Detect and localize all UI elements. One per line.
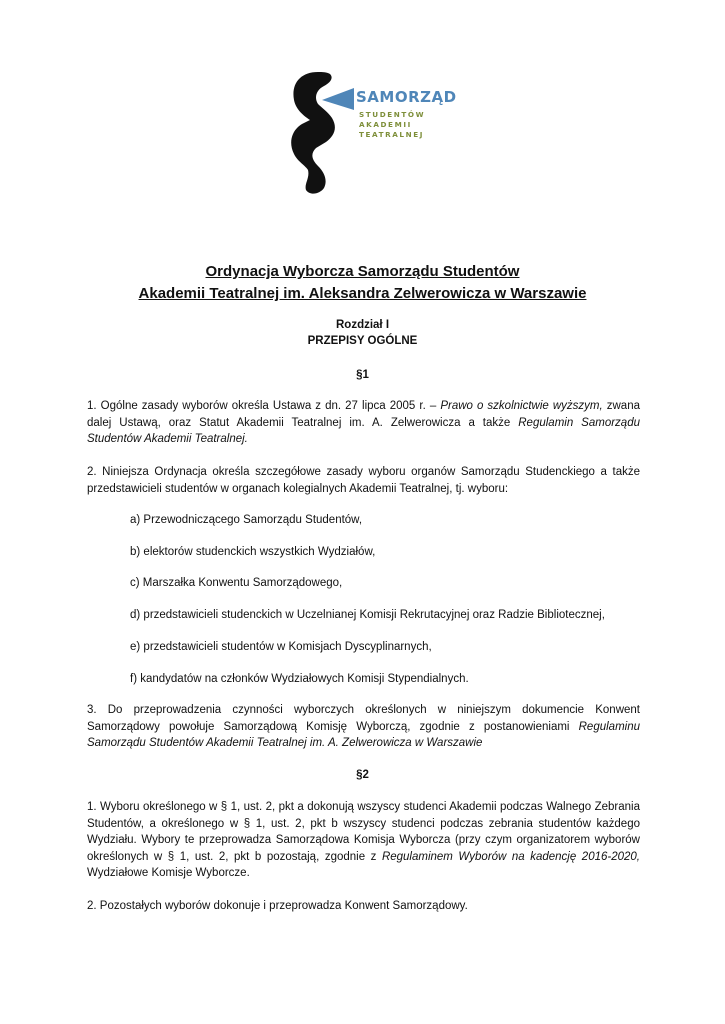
s2-p1-text-c: Wydziałowe Komisje Wyborcze. bbox=[87, 867, 250, 879]
logo-word: SAMORZĄD bbox=[356, 88, 457, 106]
s1-p1-text-a: 1. Ogólne zasady wyborów określa Ustawa z dn. 27 lipca 2005 r. – bbox=[87, 400, 441, 412]
list-item-b: b) elektorów studenckich wszystkich Wydziałów, bbox=[130, 546, 376, 558]
list-item-c: c) Marszałka Konwentu Samorządowego, bbox=[130, 577, 343, 589]
section-2-paragraph-1 bbox=[87, 799, 640, 882]
logo-sub-line-1: STUDENTÓW bbox=[359, 110, 426, 119]
section-2-heading: §2 bbox=[356, 769, 369, 781]
s1-p1-italic-d: Regulamin Samorządu Studentów Akademii Teatralnej. bbox=[87, 416, 640, 445]
list-item-f: f) kandydatów na członków Wydziałowych Komisji Stypendialnych. bbox=[130, 673, 469, 685]
chapter-name: PRZEPISY OGÓLNE bbox=[307, 335, 418, 347]
section-2-paragraph-2: 2. Pozostałych wyborów dokonuje i przeprowadza Konwent Samorządowy. bbox=[87, 900, 468, 912]
s2-p1-italic-b: Regulaminem Wyborów na kadencję 2016-2020, bbox=[381, 850, 640, 863]
s2-p1-text-a: 1. Wyboru określonego w § 1, ust. 2, pkt a dokonują wszyscy studenci Akademii podczas Walnego Zebrania Studentów, a określonego w § 1, ust. 2, pkt b wszyscy studenci podczas zebrania studentów każdego Wydziału. Wybory te przeprowadza Samorządowa Komisja Wyborcza (przy czym organizatorem wyborów określonych w § 1, ust. 2, pkt b pozostają, zgodnie z bbox=[87, 801, 640, 863]
section-1-paragraph-3 bbox=[87, 702, 640, 752]
s1-p1-text-c: zwana dalej Ustawą, oraz Statut Akademii Teatralnej im. A. Zelwerowicza a także bbox=[87, 400, 640, 429]
logo-sub-line-3: TEATRALNEJ bbox=[359, 130, 424, 139]
section-1-paragraph-1 bbox=[87, 398, 640, 448]
s1-p3-italic-b: Regulaminu Samorządu Studentów Akademii Teatralnej im. A. Zelwerowicza w Warszawie bbox=[87, 720, 640, 749]
document-title bbox=[60, 261, 665, 305]
s1-p1-italic-b: Prawo o szkolnictwie wyższym, bbox=[440, 400, 603, 412]
list-item-d: d) przedstawicieli studenckich w Uczelnianej Komisji Rekrutacyjnej oraz Radzie Bibliotecznej, bbox=[130, 609, 605, 621]
list-item-a: a) Przewodniczącego Samorządu Studentów, bbox=[130, 514, 363, 526]
samorzad-logo bbox=[288, 70, 468, 196]
title-line-2: Akademii Teatralnej im. Aleksandra Zelwerowicza w Warszawie bbox=[138, 285, 587, 302]
title-line-1: Ordynacja Wyborcza Samorządu Studentów bbox=[205, 263, 520, 280]
chapter-label: Rozdział I bbox=[335, 319, 390, 331]
section-1-paragraph-2: 2. Niniejsza Ordynacja określa szczegółowe zasady wyboru organów Samorządu Studenckiego a także przedstawicieli studentów w organach kolegialnych Akademii Teatralnej, tj. wyboru: bbox=[87, 466, 640, 495]
list-item-e: e) przedstawicieli studentów w Komisjach Dyscyplinarnych, bbox=[130, 641, 432, 653]
s1-p3-text-a: 3. Do przeprowadzenia czynności wyborczych określonych w niniejszym dokumencie Konwent Samorządowy powołuje Samorządową Komisję Wyborczą, zgodnie z postanowieniami bbox=[87, 704, 640, 733]
section-1-heading: §1 bbox=[356, 369, 369, 381]
logo-sub-line-2: AKADEMII bbox=[359, 120, 412, 129]
